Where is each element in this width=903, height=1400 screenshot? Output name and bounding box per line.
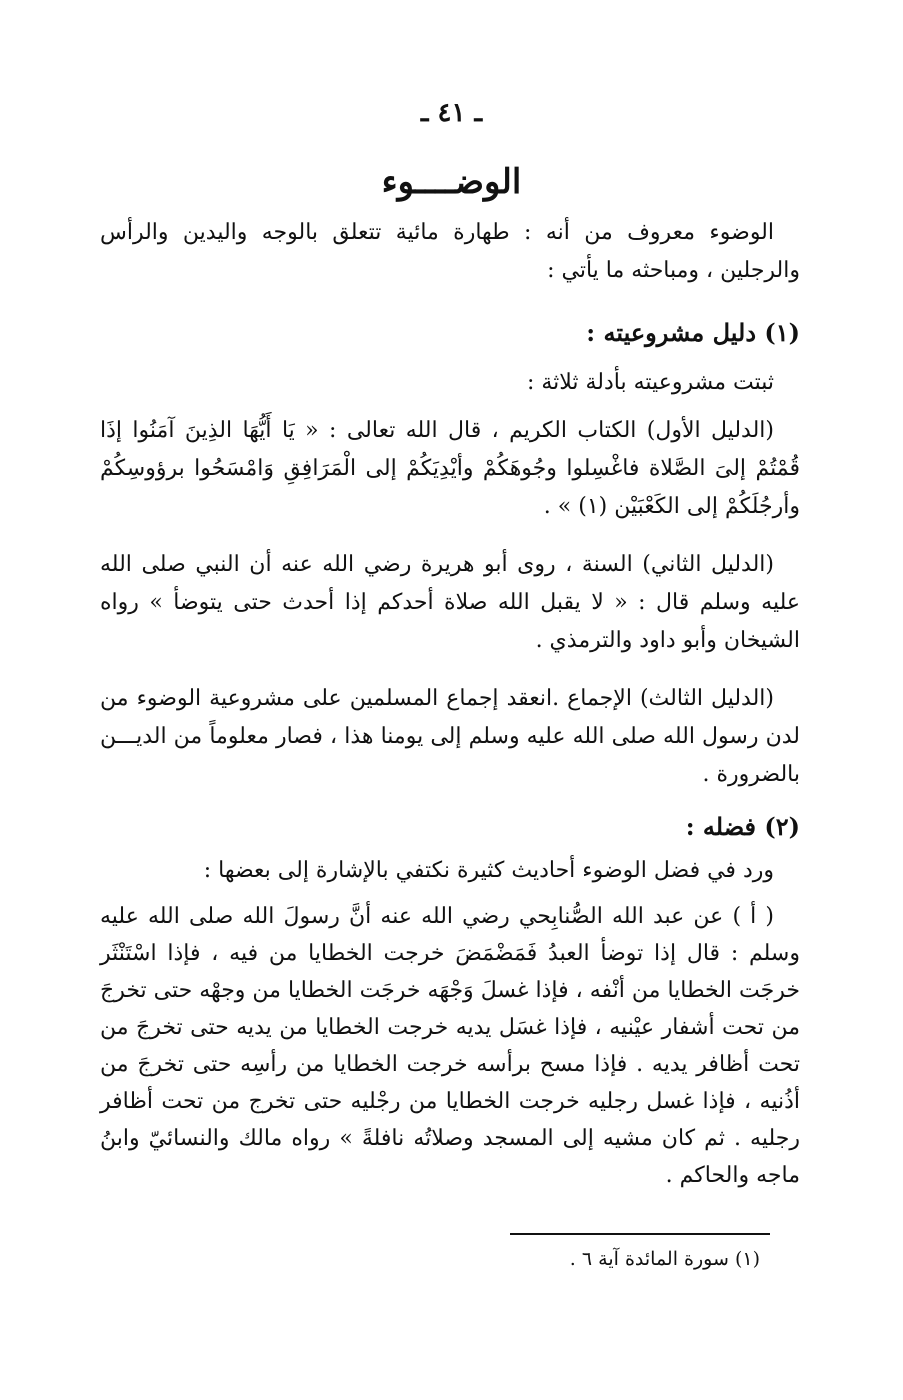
section2-lead: ورد في فضل الوضوء أحاديث كثيرة نكتفي بالإشارة إلى بعضها :	[203, 858, 774, 883]
evidence-consensus-paragraph: (الدليل الثالث) الإجماع .انعقد إجماع المسلمين على مشروعية الوضوء من لدن رسول الله صلى الله عليه وسلم إلى يومنا هذا ، فصار معلوماً من الديـــن بالضرورة .	[100, 686, 800, 787]
section1-heading: (١) دليل مشروعيته :	[586, 318, 800, 347]
evidence-quran-paragraph: (الدليل الأول) الكتاب الكريم ، قال الله تعالى : « يَا أَيُّهَا الذِينَ آمَنُوا إذَا قُمْتُمْ إلىَ الصَّلاة فاغْسِلوا وجُوهَكُمْ وأيْدِيَكُمْ إلى الْمَرَافِقِ وَامْسَحُوا برؤوسِكُمْ وأرجُلَكُمْ إلى الكَعْبَيْن (١) » .	[100, 418, 800, 519]
hadith-a-paragraph: ( أ ) عن عبد الله الصُّنابِحي رضي الله عنه أنَّ رسولَ الله صلى الله عليه وسلم : قال إذا توضأ العبدُ فَمَضْمَضَ خرجت الخطايا من فيه ، فإذا اسْتَنْثَر خرجَت الخطايا من أنْفه ، فإذا غسلَ وَجْهَه خرجَت الخطايا من وجهْه حتى تخرجَ من تحت أشفار عيْنيه ، فإذا غسَل يديه خرجت الخطايا من يديه حتى تخرجَ من تحت أظافر يديه . فإذا مسح برأسه خرجت الخطايا من رأسِه حتى تخرجَ من أذُنيه ، فإذا غسل رجليه خرجت الخطايا من رجْليه حتى تخرج من تحت أظافر رجليه . ثم كان مشيه إلى المسجد وصلاتُه نافلةً » رواه مالك والنسائيّ وابنُ ماجه والحاكم .	[100, 904, 800, 1188]
page-number: ـ ٤١ ـ	[420, 98, 483, 128]
section2-heading: (٢) فضله :	[685, 812, 800, 841]
intro-paragraph: الوضوء معروف من أنه : طهارة مائية تتعلق بالوجه واليدين والرأس والرجلين ، ومباحثه ما يأتي :	[100, 220, 800, 283]
chapter-title: الوضــــوء	[381, 162, 522, 202]
section1-lead: ثبتت مشروعيته بأدلة ثلاثة :	[526, 370, 774, 395]
footnote-divider	[510, 1233, 770, 1235]
footnote: (١) سورة المائدة آية ٦ .	[569, 1248, 760, 1270]
evidence-sunnah-paragraph: (الدليل الثاني) السنة ، روى أبو هريرة رضي الله عنه أن النبي صلى الله عليه وسلم قال : « لا يقبل الله صلاة أحدكم إذا أحدث حتى يتوضأ » رواه الشيخان وأبو داود والترمذي .	[100, 552, 800, 653]
